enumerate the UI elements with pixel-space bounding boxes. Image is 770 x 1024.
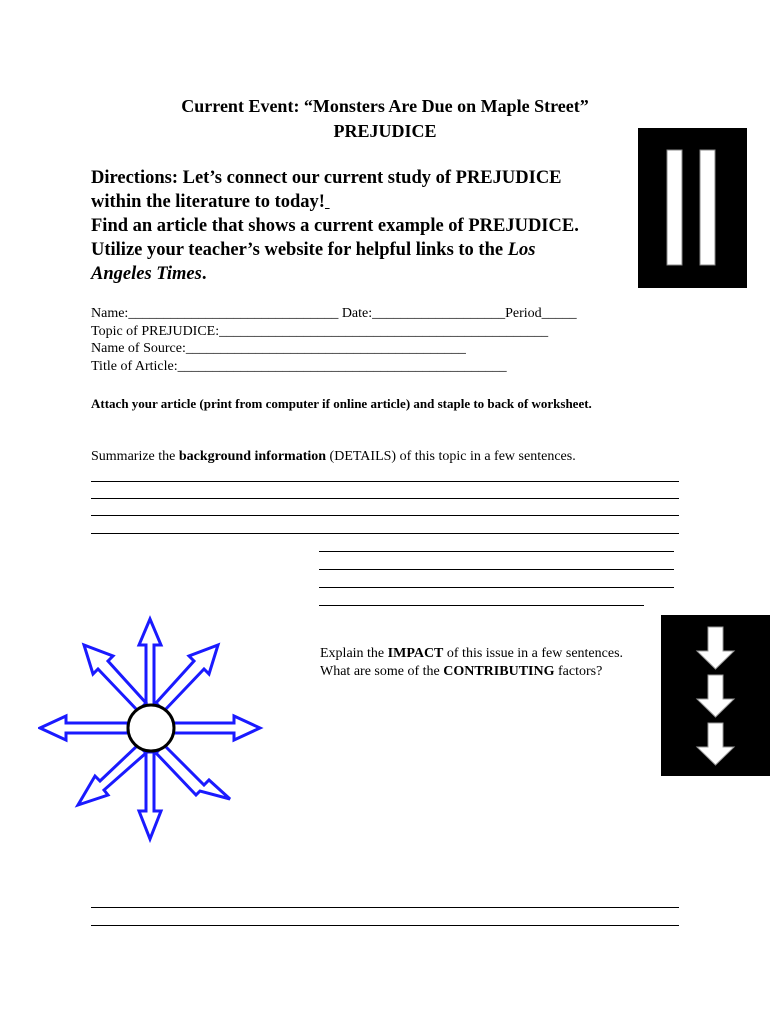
source-field[interactable]: Name of Source:________________________________________	[91, 341, 466, 356]
summary-answer-line[interactable]	[319, 605, 644, 606]
topic-field[interactable]: Topic of PREJUDICE:_______________________________________________	[91, 323, 549, 339]
impact-suffix: of this issue in a few sentences.	[443, 646, 624, 661]
starburst-arrows-icon	[38, 615, 268, 845]
page-title: Current Event: “Monsters Are Due on Maple Street”	[181, 96, 589, 116]
impact-line-1	[320, 645, 623, 663]
directions	[91, 166, 631, 286]
impact-prompt	[320, 645, 623, 680]
article-title-field[interactable]: Title of Article:_______________________________________________	[91, 358, 507, 374]
directions-line-4-text: Utilize your teacher’s website for helpful links to the	[91, 240, 508, 260]
summary-answer-line[interactable]	[91, 481, 679, 482]
impact-line-2	[320, 663, 623, 681]
summary-answer-line[interactable]	[319, 587, 674, 588]
directions-line-3: Find an article that shows a current example of PREJUDICE.	[91, 216, 579, 236]
impact-answer-line[interactable]	[91, 907, 679, 908]
summary-prefix: Summarize the	[91, 449, 179, 464]
impact-bold: IMPACT	[387, 646, 444, 661]
contributing-bold: CONTRIBUTING	[443, 663, 555, 679]
summary-answer-line[interactable]	[91, 498, 679, 499]
summary-bold: background information	[178, 449, 327, 464]
name-date-period-field[interactable]: Name:______________________________ Date:___________________Period_____	[91, 306, 577, 321]
attach-instruction: Attach your article (print from computer if online article) and staple to back of worksheet.	[91, 396, 592, 411]
directions-line-2-text: within the literature to today!	[91, 192, 325, 212]
directions-line-5	[91, 262, 631, 286]
summary-answer-line[interactable]	[319, 551, 674, 552]
directions-line-2	[91, 190, 631, 214]
directions-line-1: Directions: Let’s connect our current study of PREJUDICE	[91, 168, 562, 188]
impact-prefix: Explain the	[320, 646, 388, 661]
summary-suffix: (DETAILS) of this topic in a few sentences.	[326, 449, 576, 464]
contributing-suffix: factors?	[554, 663, 603, 679]
summary-answer-line[interactable]	[91, 533, 679, 534]
directions-line-4	[91, 238, 631, 262]
impact-answer-line[interactable]	[91, 925, 679, 926]
period-text: .	[201, 264, 207, 284]
los-text: Los	[507, 240, 536, 260]
down-arrows-icon	[661, 615, 770, 776]
summary-answer-line[interactable]	[91, 515, 679, 516]
summary-answer-line[interactable]	[319, 569, 674, 570]
contributing-prefix: What are some of the	[320, 663, 444, 679]
pause-icon	[638, 128, 747, 288]
angeles-times-text: Angeles Times	[91, 264, 202, 284]
page-subtitle: PREJUDICE	[333, 121, 437, 141]
info-fields	[91, 305, 577, 375]
summary-prompt	[91, 449, 576, 465]
